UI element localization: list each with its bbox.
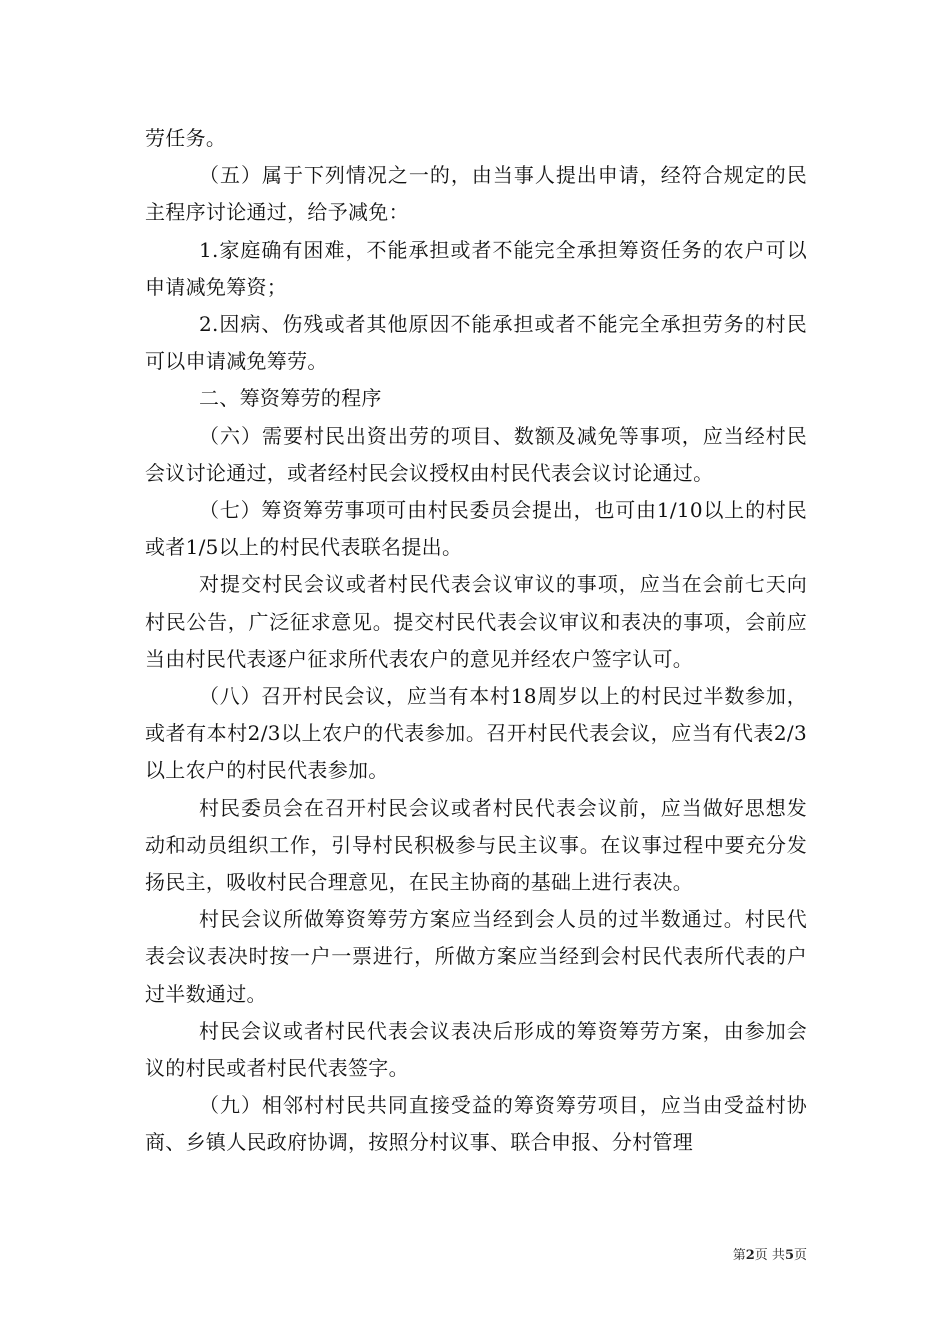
paragraph: 村民会议所做筹资筹劳方案应当经到会人员的过半数通过。村民代表会议表决时按一户一票进行，所做方案应当经到会村民代表所代表的户过半数通过。 xyxy=(145,907,807,1006)
total-page-number: 5 xyxy=(784,1248,794,1263)
paragraph: 劳任务。 xyxy=(145,126,227,150)
paragraph: （七）筹资筹劳事项可由村民委员会提出，也可由1/10以上的村民或者1/5以上的村民代表联名提出。 xyxy=(145,498,807,560)
footer-middle: 页 共 xyxy=(754,1248,785,1263)
paragraph: （六）需要村民出资出劳的项目、数额及减免等事项，应当经村民会议讨论通过，或者经村民会议授权由村民代表会议讨论通过。 xyxy=(145,423,807,485)
paragraph: （九）相邻村村民共同直接受益的筹资筹劳项目，应当由受益村协商、乡镇人民政府协调，按照分村议事、联合申报、分村管理 xyxy=(145,1093,807,1155)
footer-suffix: 页 xyxy=(793,1248,807,1263)
paragraph: 对提交村民会议或者村民代表会议审议的事项，应当在会前七天向村民公告，广泛征求意见。提交村民代表会议审议和表决的事项，会前应当由村民代表逐户征求所代表农户的意见并经农户签字认可。 xyxy=(145,572,807,671)
current-page-number: 2 xyxy=(745,1248,755,1263)
paragraph: 村民委员会在召开村民会议或者村民代表会议前，应当做好思想发动和动员组织工作，引导村民积极参与民主议事。在议事过程中要充分发扬民主，吸收村民合理意见，在民主协商的基础上进行表决。 xyxy=(145,795,807,895)
paragraph: （五）属于下列情况之一的，由当事人提出申请，经符合规定的民主程序讨论通过，给予减免： xyxy=(145,163,807,225)
paragraph: 2.因病、伤残或者其他原因不能承担或者不能完全承担劳务的村民可以申请减免筹劳。 xyxy=(145,312,807,374)
section-heading: 二、筹资筹劳的程序 xyxy=(199,386,382,411)
paragraph: （八）召开村民会议，应当有本村18周岁以上的村民过半数参加，或者有本村2/3以上农户的代表参加。召开村民代表会议，应当有代表2/3以上农户的村民代表参加。 xyxy=(145,684,807,783)
document-body xyxy=(145,120,807,1162)
paragraph: 1.家庭确有困难，不能承担或者不能完全承担筹资任务的农户可以申请减免筹资； xyxy=(145,237,807,299)
paragraph: 村民会议或者村民代表会议表决后形成的筹资筹劳方案，由参加会议的村民或者村民代表签字。 xyxy=(145,1018,807,1081)
footer-prefix: 第 xyxy=(732,1248,746,1263)
page-number-footer xyxy=(733,1248,807,1264)
